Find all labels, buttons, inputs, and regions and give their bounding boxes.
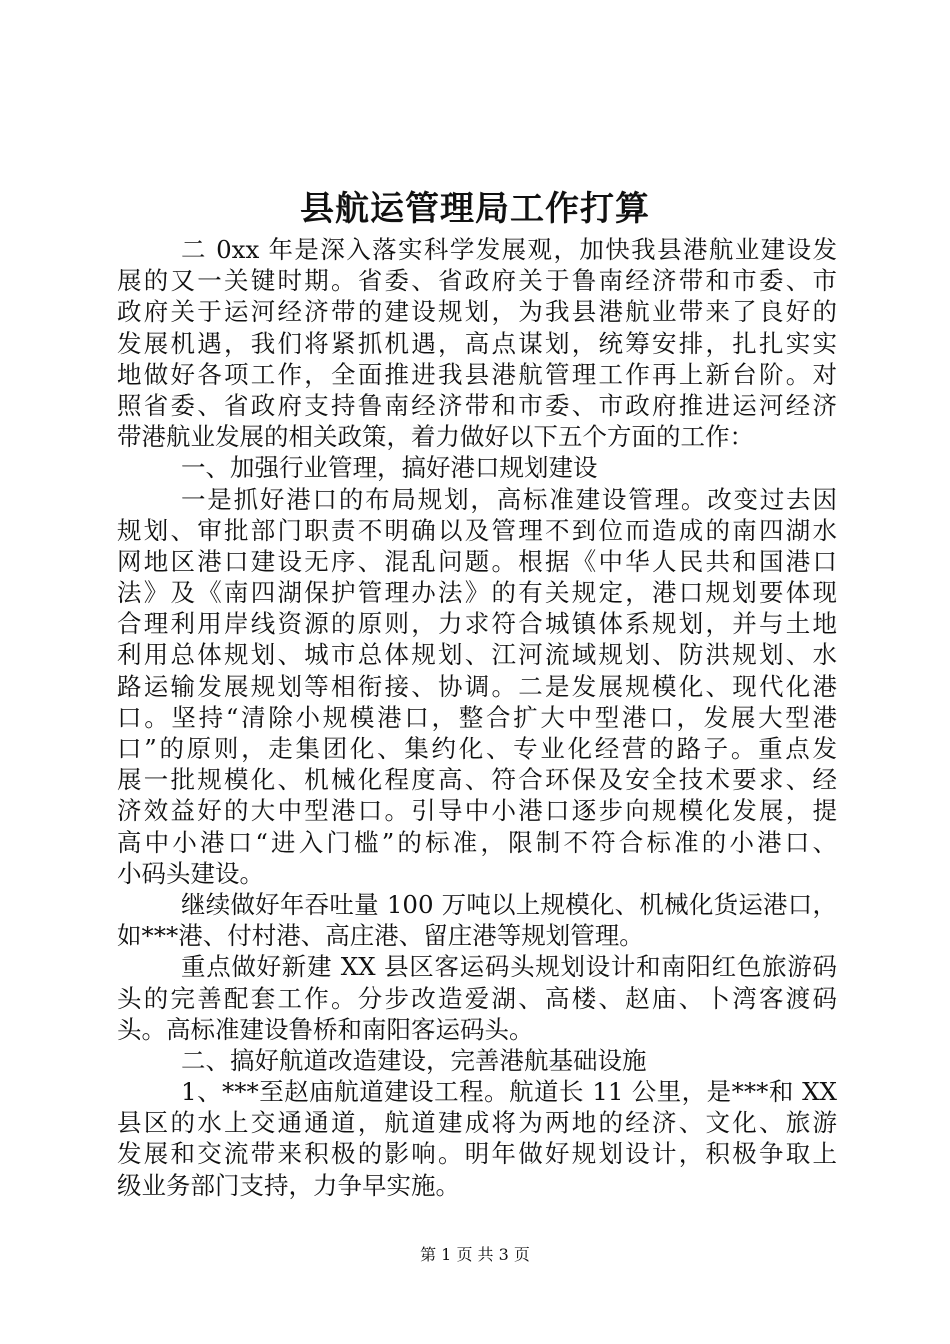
text-line: 地做好各项工作，全面推进我县港航管理工作再上新台阶。对 <box>117 359 837 389</box>
page-footer: 第 1 页 共 3 页 <box>420 1245 530 1264</box>
text-line: 发展机遇，我们将紧抓机遇，高点谋划，统筹安排，扎扎实实 <box>117 328 837 358</box>
text-line: 规划、审批部门职责不明确以及管理不到位而造成的南四湖水 <box>117 515 837 545</box>
text-line: 政府关于运河经济带的建设规划，为我县港航业带来了良好的 <box>117 297 837 327</box>
text-line: 头的完善配套工作。分步改造爱湖、高楼、赵庙、卜湾客渡码 <box>117 983 837 1013</box>
page-title: 县航运管理局工作打算 <box>300 189 650 229</box>
document-body <box>117 234 837 1201</box>
text-line: 法》及《南四湖保护管理办法》的有关规定，港口规划要体现 <box>117 578 837 608</box>
text-line: 一、加强行业管理，搞好港口规划建设 <box>181 453 598 483</box>
text-line: 县区的水上交通通道，航道建成将为两地的经济、文化、旅游 <box>117 1108 837 1138</box>
text-line: 网地区港口建设无序、混乱问题。根据《中华人民共和国港口 <box>117 546 837 576</box>
text-line: 头。高标准建设鲁桥和南阳客运码头。 <box>117 1014 534 1044</box>
text-line: 发展和交流带来积极的影响。明年做好规划设计，积极争取上 <box>117 1139 837 1169</box>
text-line: 利用总体规划、城市总体规划、江河流域规划、防洪规划、水 <box>117 640 837 670</box>
text-line: 一是抓好港口的布局规划，高标准建设管理。改变过去因 <box>181 484 837 514</box>
text-line: 重点做好新建 XX 县区客运码头规划设计和南阳红色旅游码 <box>181 952 837 982</box>
text-line: 照省委、省政府支持鲁南经济带和市委、市政府推进运河经济 <box>117 390 837 420</box>
text-line: 展一批规模化、机械化程度高、符合环保及安全技术要求、经 <box>117 765 837 795</box>
text-line: 展的又一关键时期。省委、省政府关于鲁南经济带和市委、市 <box>117 266 837 296</box>
text-line: 济效益好的大中型港口。引导中小港口逐步向规模化发展，提 <box>117 796 837 826</box>
text-line: 如***港、付村港、高庄港、留庄港等规划管理。 <box>117 921 644 951</box>
text-line: 带港航业发展的相关政策，着力做好以下五个方面的工作： <box>117 422 754 452</box>
text-line: 级业务部门支持，力争早实施。 <box>117 1170 460 1200</box>
text-line: 口”的原则，走集团化、集约化、专业化经营的路子。重点发 <box>117 734 837 763</box>
text-line: 合理利用岸线资源的原则，力求符合城镇体系规划，并与土地 <box>117 609 837 639</box>
text-line: 二、搞好航道改造建设，完善港航基础设施 <box>181 1045 647 1075</box>
text-line: 小码头建设。 <box>117 858 264 888</box>
text-line: 继续做好年吞吐量 100 万吨以上规模化、机械化货运港口， <box>181 889 837 919</box>
text-line: 二 0xx 年是深入落实科学发展观，加快我县港航业建设发 <box>181 235 837 264</box>
text-line: 口。坚持“清除小规模港口，整合扩大中型港口，发展大型港 <box>117 702 837 732</box>
text-line: 1、***至赵庙航道建设工程。航道长 11 公里，是***和 XX <box>181 1077 837 1107</box>
text-line: 路运输发展规划等相衔接、协调。二是发展规模化、现代化港 <box>117 671 837 701</box>
text-line: 高中小港口“进入门槛”的标准，限制不符合标准的小港口、 <box>117 827 837 857</box>
